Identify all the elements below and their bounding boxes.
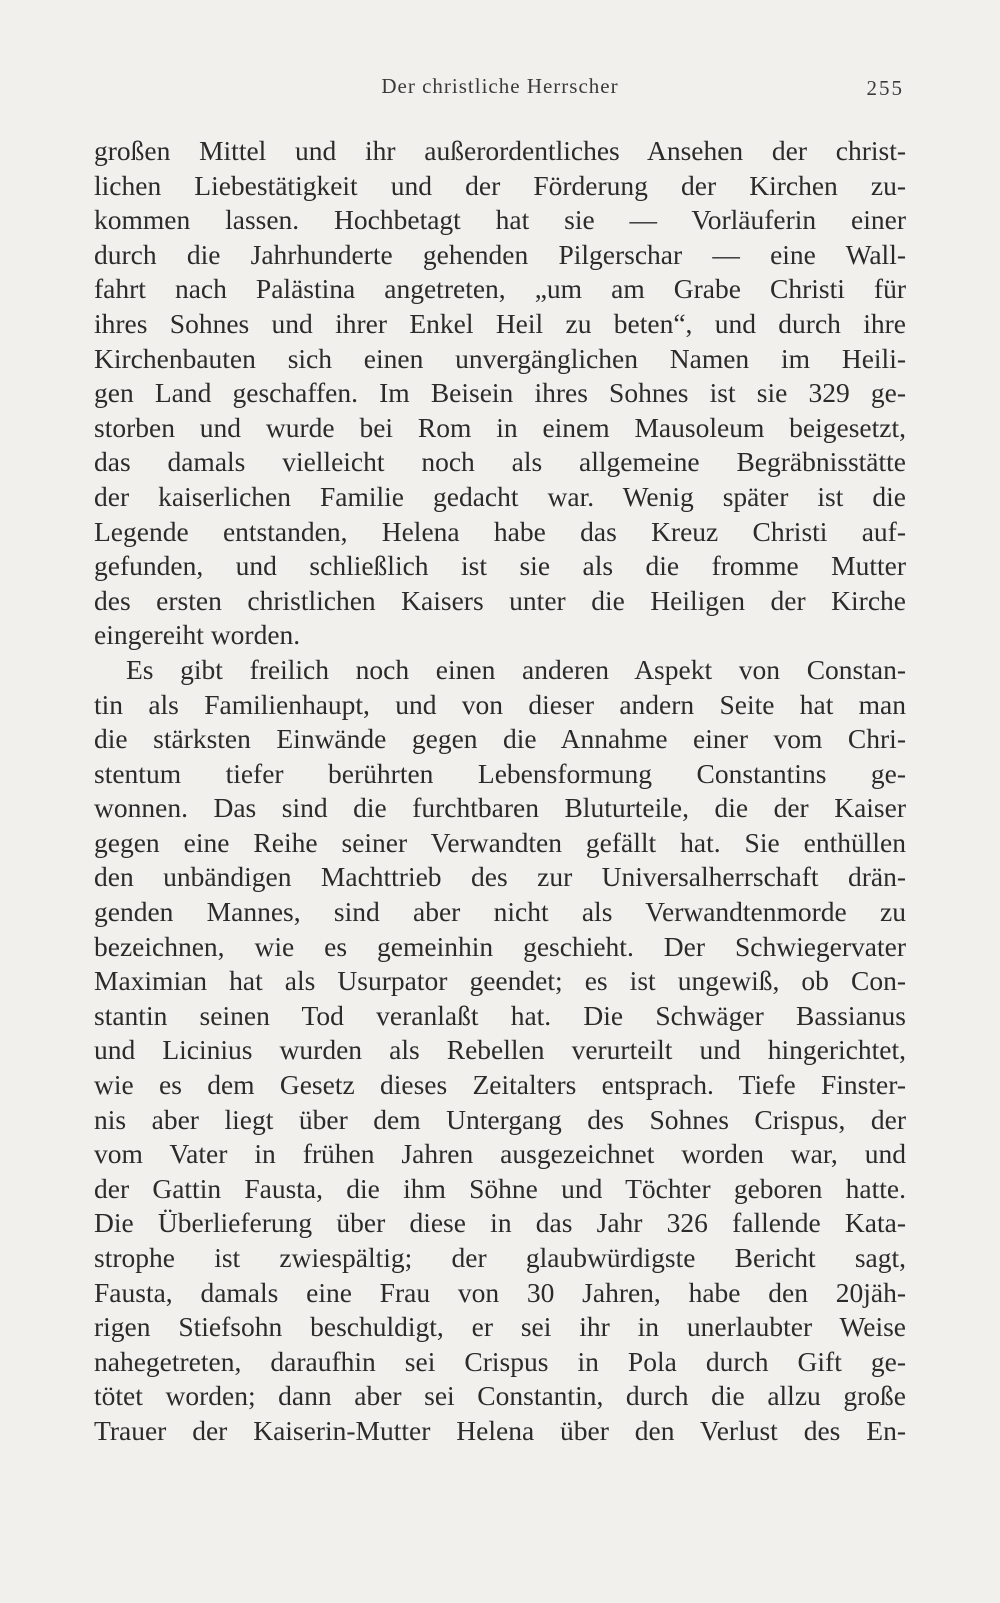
text-line: storben und wurde bei Rom in einem Mausoleum beigesetzt, bbox=[94, 411, 906, 443]
page-header bbox=[96, 74, 904, 104]
text-line: stentum tiefer berührten Lebensformung Constantins ge- bbox=[94, 757, 906, 789]
text-line: rigen Stiefsohn beschuldigt, er sei ihr in unerlaubter Weise bbox=[94, 1311, 906, 1343]
text-line: Die Überlieferung über diese in das Jahr 326 fallende Kata- bbox=[94, 1207, 906, 1239]
text-line: der kaiserlichen Familie gedacht war. Wenig später ist die bbox=[94, 480, 906, 512]
text-line: das damals vielleicht noch als allgemeine Begräbnisstätte bbox=[94, 446, 906, 478]
text-line: ihres Sohnes und ihrer Enkel Heil zu beten“, und durch ihre bbox=[94, 307, 906, 339]
text-line: wonnen. Das sind die furchtbaren Bluturteile, die der Kaiser bbox=[94, 792, 906, 824]
body-text bbox=[94, 134, 906, 1449]
text-line: wie es dem Gesetz dieses Zeitalters entsprach. Tiefe Finster- bbox=[94, 1069, 906, 1101]
text-line: gegen eine Reihe seiner Verwandten gefällt hat. Sie enthüllen bbox=[94, 826, 906, 858]
page-number: 255 bbox=[866, 76, 904, 100]
text-line: und Licinius wurden als Rebellen verurteilt und hingerichtet, bbox=[94, 1034, 906, 1066]
text-line: der Gattin Fausta, die ihm Söhne und Töchter geboren hatte. bbox=[94, 1172, 906, 1204]
text-line: des ersten christlichen Kaisers unter die Heiligen der Kirche bbox=[94, 584, 906, 616]
text-line: nahegetreten, daraufhin sei Crispus in Pola durch Gift ge- bbox=[94, 1345, 906, 1377]
text-line: lichen Liebestätigkeit und der Förderung der Kirchen zu- bbox=[94, 169, 906, 201]
text-line: Maximian hat als Usurpator geendet; es ist ungewiß, ob Con- bbox=[94, 965, 906, 997]
text-line: tötet worden; dann aber sei Constantin, durch die allzu große bbox=[94, 1380, 906, 1412]
text-line: tin als Familienhaupt, und von dieser andern Seite hat man bbox=[94, 688, 906, 720]
text-line: bezeichnen, wie es gemeinhin geschieht. Der Schwiegervater bbox=[94, 930, 906, 962]
text-line: Kirchenbauten sich einen unvergänglichen Namen im Heili- bbox=[94, 342, 906, 374]
text-line: fahrt nach Palästina angetreten, „um am Grabe Christi für bbox=[94, 273, 906, 305]
text-line-paragraph-end: eingereiht worden. bbox=[94, 619, 301, 651]
text-line: die stärksten Einwände gegen die Annahme einer vom Chri- bbox=[94, 723, 906, 755]
text-line-paragraph-start: Es gibt freilich noch einen anderen Aspekt von Constan- bbox=[126, 653, 906, 685]
text-line: den unbändigen Machttrieb des zur Universalherrschaft drän- bbox=[94, 861, 906, 893]
text-line: Fausta, damals eine Frau von 30 Jahren, habe den 20jäh- bbox=[94, 1276, 906, 1308]
text-line: genden Mannes, sind aber nicht als Verwandtenmorde zu bbox=[94, 896, 906, 928]
text-line: Trauer der Kaiserin-Mutter Helena über den Verlust des En- bbox=[94, 1414, 906, 1446]
text-line: Legende entstanden, Helena habe das Kreuz Christi auf- bbox=[94, 515, 906, 547]
text-line: strophe ist zwiespältig; der glaubwürdigste Bericht sagt, bbox=[94, 1242, 906, 1273]
running-head: Der christliche Herrscher bbox=[381, 74, 619, 98]
text-line: durch die Jahrhunderte gehenden Pilgerschar — eine Wall- bbox=[94, 238, 906, 270]
text-line: vom Vater in frühen Jahren ausgezeichnet worden war, und bbox=[94, 1138, 906, 1170]
text-line: kommen lassen. Hochbetagt hat sie — Vorläuferin einer bbox=[94, 204, 906, 236]
text-line: nis aber liegt über dem Untergang des Sohnes Crispus, der bbox=[94, 1103, 906, 1135]
text-line: gen Land geschaffen. Im Beisein ihres Sohnes ist sie 329 ge- bbox=[94, 377, 906, 409]
text-line: stantin seinen Tod veranlaßt hat. Die Schwäger Bassianus bbox=[94, 999, 906, 1031]
text-line: großen Mittel und ihr außerordentliches Ansehen der christ- bbox=[94, 135, 906, 166]
text-line: gefunden, und schließlich ist sie als die fromme Mutter bbox=[94, 550, 906, 582]
